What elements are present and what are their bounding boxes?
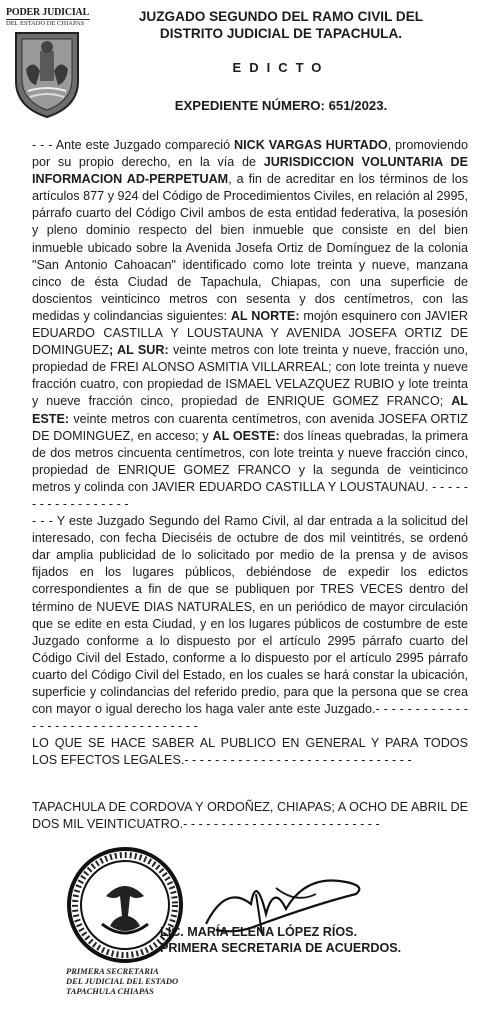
coat-of-arms-icon xyxy=(10,29,84,119)
court-name-line1: JUZGADO SEGUNDO DEL RAMO CIVIL DEL xyxy=(138,9,424,24)
boundary-west-label: AL OESTE: xyxy=(212,428,280,443)
text-segment: , promoviendo por su propio derecho, en la vía de xyxy=(32,138,468,170)
case-number: EXPEDIENTE NÚMERO: 651/2023. xyxy=(174,98,388,113)
boundary-north-label: AL NORTE: xyxy=(230,308,300,323)
boundary-east-text: veinte metros con cuarenta centímetros, con avenida JOSEFA ORTIZ DE DOMINGUEZ, en acceso; y xyxy=(32,411,468,443)
poder-judicial-logo xyxy=(6,8,90,120)
boundary-south-label: ; AL SUR: xyxy=(108,343,169,358)
signer-name: LIC. MARÍA ELENA LÓPEZ RÍOS. xyxy=(160,925,358,939)
place-and-date: TAPACHULA DE CORDOVA Y ORDOÑEZ, CHIAPAS; A OCHO DE ABRIL DE DOS MIL VEINTICUATRO.- - - - - - - - - - - - - - - - - - - - - - - - - - xyxy=(32,800,468,832)
boundary-south-text: veinte metros con lote treinta y nueve, fracción uno, propiedad de FREI ALONSO ASMITIA VILLARREAL; con lote treinta y nueve fracción cuatro, con propiedad de ISMAEL VELAZQUEZ RUBIO y lote treinta y nueve fracción cinco, propiedad de ENRIQUE GOMEZ FRANCO; xyxy=(32,343,468,409)
seal-caption-line1: PRIMERA SECRETARIA xyxy=(66,966,159,976)
logo-line2: DEL ESTADO DE CHIAPAS xyxy=(6,19,90,27)
signer-title: PRIMERA SECRETARIA DE ACUERDOS. xyxy=(160,941,402,955)
seal-caption-line3: TAPACHULA CHIAPAS xyxy=(66,986,154,996)
court-name-line2: DISTRITO JUDICIAL DE TAPACHULA. xyxy=(159,26,403,41)
logo-line1: PODER JUDICIAL xyxy=(6,7,90,18)
edict-body xyxy=(32,137,468,769)
text-segment: - - - Ante este Juzgado compareció xyxy=(32,138,235,152)
boundary-east-label: AL ESTE: xyxy=(32,394,468,426)
text-segment: , a fin de acreditar en los términos de los artículos 877 y 924 del Código de Procedimientos Civiles, en relación al 2995, párrafo cuarto del Código Civil ambos de esta entidad federativa, la posesión y pleno dominio respecto del bien inmueble que consiste en del bien inmueble ubicado sobre la Avenida Josefa Ortiz de Domínguez de la colonia "San Antonio Cahoacan" identificado como lote treinta y nueve, manzana cinco de ésta Ciudad de Tapachula, Chiapas, con una superficie de doscientos veinticinco metros con sesenta y dos centímetros, con las medidas y colindancias siguientes: xyxy=(32,172,468,323)
boundary-north-text: mojón esquinero con JAVIER EDUARDO CASTILLA Y LOUSTAUNA Y AVENIDA JOSEFA ORTIZ DE DOMINGUEZ xyxy=(32,308,468,358)
petitioner-name: NICK VARGAS HURTADO xyxy=(234,138,388,152)
paragraph-order: - - - Y este Juzgado Segundo del Ramo Civil, al dar entrada a la solicitud del interesado, con fecha Dieciséis de octubre de dos mil veintitrés, se ordenó dar amplia publicidad de lo solicitado por medio de la prensa y de avisos fijados en los lugares públicos, debiéndose de expedir los edictos correspondientes a fin de que se publiquen por TRES VECES dentro del término de NUEVE DIAS NATURALES, en un periódico de mayor circulación que se edite en esta Ciudad, y en los lugares públicos de costumbre de este Juzgado conforme a lo dispuesto por el artículo 2995 párrafo cuarto del Código Civil del Estado, conforme a lo dispuesto por el artículo 2995 párrafo cuarto del Código Civil del Estado, en los cuales se hará constar la ubicación, superficie y colindancias del referido predio, para que la persona que se crea con mayor o igual derecho los haga valer ante este Juzgado.- - - - - - - - - - - - - - - - - - - - - - - - - - - - - - - - - - xyxy=(32,514,468,734)
procedure-type: JURISDICCION VOLUNTARIA DE INFORMACION AD-PERPETUAM xyxy=(32,155,468,187)
seal-caption-line2: DEL JUDICIAL DEL ESTADO xyxy=(66,976,179,986)
paragraph-notice: LO QUE SE HACE SABER AL PUBLICO EN GENERAL Y PARA TODOS LOS EFECTOS LEGALES.- - - - - - - - - - - - - - - - - - - - - - - - - - - - - - xyxy=(32,736,468,768)
document-type-title: EDICTO xyxy=(232,60,330,75)
paragraph-petition xyxy=(32,137,468,513)
seal-caption xyxy=(66,966,196,996)
boundary-west-text: dos líneas quebradas, la primera de dos metros cincuenta centímetros, con lote treinta y nueve fracción cinco, propiedad de ENRIQUE GOMEZ FRANCO y la segunda de veinticinco metros y colinda con JAVIER EDUARDO CASTILLA Y LOUSTAUNAU. - - - - - - - - - - - - - - - - - - xyxy=(32,428,468,511)
